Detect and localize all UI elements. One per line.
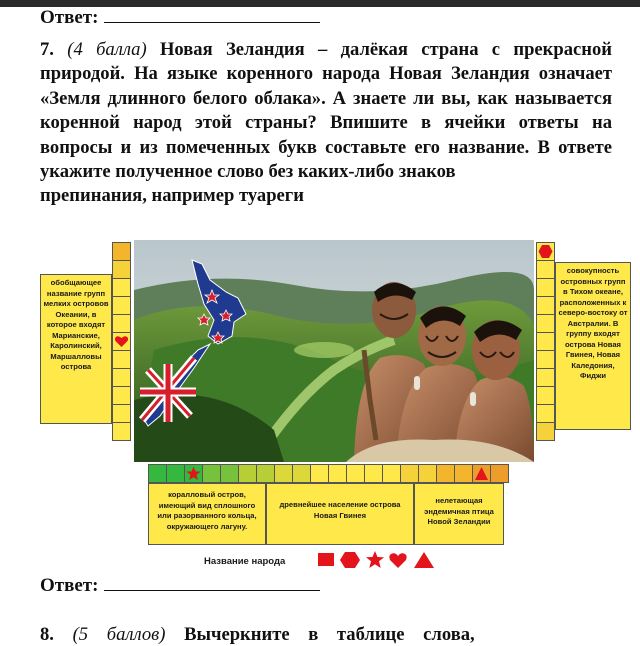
task-text-last: препинания, например туареги xyxy=(40,185,304,207)
answer-label: Ответ: xyxy=(40,575,99,596)
answer-cell[interactable] xyxy=(536,296,555,315)
star-icon xyxy=(366,551,384,568)
hexagon-icon xyxy=(340,552,360,568)
answer-cell[interactable] xyxy=(400,464,419,483)
answer-cell[interactable] xyxy=(536,332,555,351)
bottom-answer-cells[interactable] xyxy=(148,464,508,483)
answer-cell[interactable] xyxy=(536,350,555,369)
heart-icon xyxy=(389,553,406,568)
answer-cell[interactable] xyxy=(112,314,131,333)
bottom-clue-2: древнейшее население острова Новая Гвинея xyxy=(266,483,414,545)
answer-cell[interactable] xyxy=(536,404,555,423)
answer-cell[interactable] xyxy=(202,464,221,483)
answer-label: Ответ: xyxy=(40,7,99,28)
bottom-clue-1: коралловый остров, имеющий вид сплошного или разорванного кольца, окружающего лагуну. xyxy=(148,483,266,545)
answer-cell-marked[interactable] xyxy=(184,464,203,483)
new-zealand-illustration xyxy=(134,240,534,462)
task-number: 8. xyxy=(40,624,54,645)
star-icon xyxy=(186,467,200,481)
left-clue: обобщающее название групп мелких островов Океании, в которое входят Марианские, Каролинский, Маршалловы острова xyxy=(40,274,112,424)
answer-cell[interactable] xyxy=(112,368,131,387)
task-text: Новая Зеландия – далёкая страна с прекрасной природой. На языке коренного народа Новая Зеландия означает «Земля длинного белого облака». А знаете ли вы, как называется коренной народ этой страны? Впишите в ячейки ответы на вопросы и из помеченных букв составьте его название. В ответе укажите полученное слово без каких-либо знаков xyxy=(40,39,612,183)
answer-cell[interactable] xyxy=(112,350,131,369)
answer-cell[interactable] xyxy=(536,260,555,279)
answer-cell[interactable] xyxy=(310,464,329,483)
answer-cell[interactable] xyxy=(238,464,257,483)
task-8 xyxy=(40,624,612,646)
answer-blank[interactable] xyxy=(104,6,320,23)
triangle-icon xyxy=(414,552,434,568)
task-text: Вычеркните в таблице слова, xyxy=(184,624,475,645)
answer-cell[interactable] xyxy=(256,464,275,483)
task-points: (5 баллов) xyxy=(72,624,166,645)
right-answer-cells[interactable] xyxy=(536,242,555,440)
answer-line-top xyxy=(40,6,320,29)
answer-cell[interactable] xyxy=(292,464,311,483)
crossword-puzzle xyxy=(40,238,632,576)
bottom-clue-3: нелетающая эндемичная птица Новой Зеландии xyxy=(414,483,504,545)
answer-cell[interactable] xyxy=(328,464,347,483)
answer-cell[interactable] xyxy=(220,464,239,483)
answer-cell[interactable] xyxy=(112,242,131,261)
answer-cell[interactable] xyxy=(382,464,401,483)
task-points: (4 балла) xyxy=(67,39,147,60)
answer-cell[interactable] xyxy=(346,464,365,483)
square-icon xyxy=(318,553,334,566)
answer-cell[interactable] xyxy=(536,368,555,387)
answer-line-bottom xyxy=(40,574,320,597)
answer-cell[interactable] xyxy=(536,422,555,441)
answer-cell[interactable] xyxy=(436,464,455,483)
answer-cell[interactable] xyxy=(166,464,185,483)
answer-cell[interactable] xyxy=(536,386,555,405)
answer-cell[interactable] xyxy=(112,278,131,297)
answer-cell[interactable] xyxy=(490,464,509,483)
answer-cell[interactable] xyxy=(536,314,555,333)
answer-cell[interactable] xyxy=(364,464,383,483)
answer-cell[interactable] xyxy=(418,464,437,483)
answer-cell[interactable] xyxy=(274,464,293,483)
answer-cell[interactable] xyxy=(112,296,131,315)
answer-cell[interactable] xyxy=(112,260,131,279)
legend-label: Название народа xyxy=(204,556,286,567)
task-number: 7. xyxy=(40,39,54,60)
legend-icons xyxy=(316,550,438,570)
answer-cell-marked[interactable] xyxy=(536,242,555,261)
answer-cell[interactable] xyxy=(112,386,131,405)
answer-blank[interactable] xyxy=(104,574,320,591)
hexagon-icon xyxy=(539,245,553,258)
answer-cell[interactable] xyxy=(112,404,131,423)
triangle-icon xyxy=(475,467,488,480)
answer-cell[interactable] xyxy=(148,464,167,483)
heart-icon xyxy=(115,336,128,347)
task-7 xyxy=(40,38,612,209)
answer-cell-marked[interactable] xyxy=(112,332,131,351)
answer-cell[interactable] xyxy=(536,278,555,297)
answer-cell[interactable] xyxy=(454,464,473,483)
answer-cell-marked[interactable] xyxy=(472,464,491,483)
answer-cell[interactable] xyxy=(112,422,131,441)
right-clue: совокупность островных групп в Тихом океане, расположенных к северо-востоку от Австралии. В группу входят острова Новая Гвинея, Новая Каледония, Фиджи xyxy=(555,262,631,430)
left-answer-cells[interactable] xyxy=(112,242,131,440)
